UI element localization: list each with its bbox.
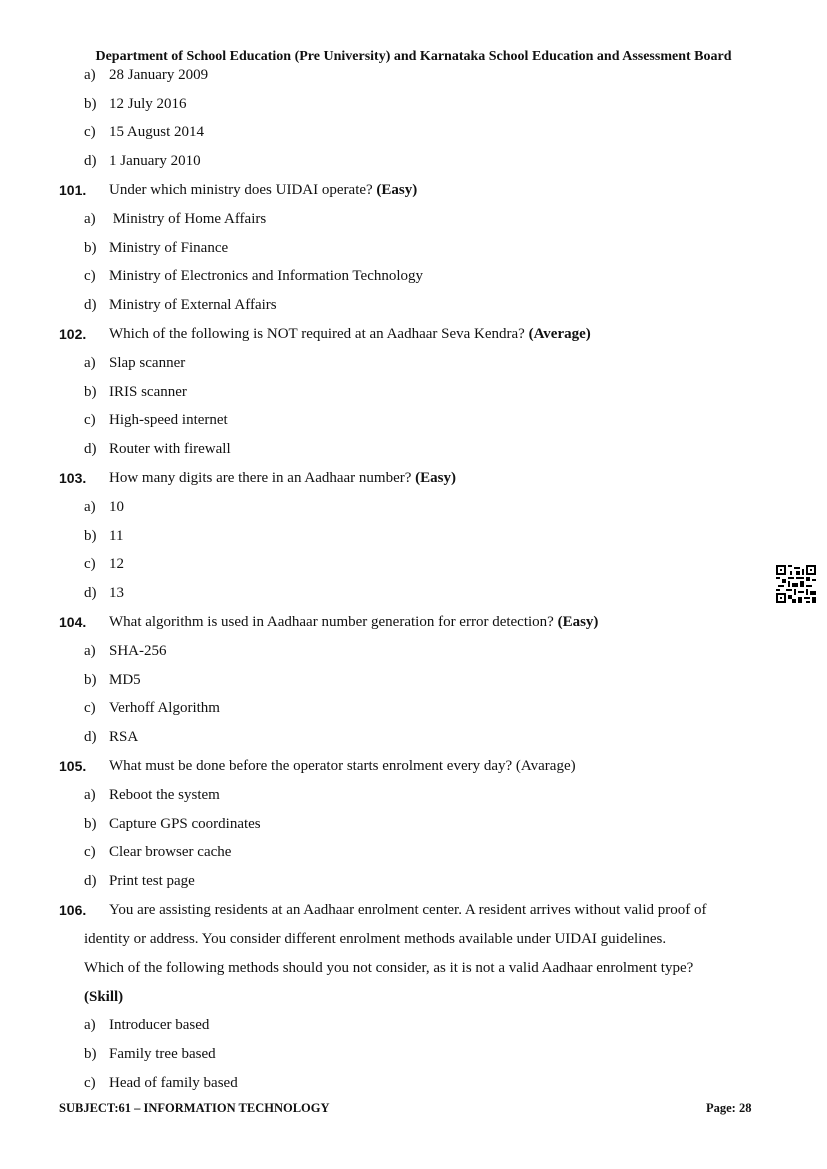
- option-letter: b): [84, 672, 97, 688]
- question-text: Under which ministry does UIDAI operate? (Easy): [109, 182, 418, 198]
- difficulty-level: (Easy): [557, 614, 599, 630]
- option-letter: a): [84, 211, 96, 227]
- option-letter: a): [84, 1017, 96, 1033]
- option-letter: c): [84, 412, 96, 428]
- question-text: What must be done before the operator starts enrolment every day? (Avarage): [109, 758, 576, 774]
- option-text: MD5: [109, 672, 141, 688]
- option-letter: a): [84, 643, 96, 659]
- option-letter: b): [84, 816, 97, 832]
- option-letter: a): [84, 787, 96, 803]
- option-letter: c): [84, 844, 96, 860]
- question-text: How many digits are there in an Aadhaar number? (Easy): [109, 470, 456, 486]
- option-text: 28 January 2009: [109, 67, 209, 83]
- option-letter: d): [84, 873, 97, 889]
- option-text: Head of family based: [109, 1075, 238, 1091]
- question-text: What algorithm is used in Aadhaar number generation for error detection? (Easy): [109, 614, 599, 630]
- option-letter: c): [84, 268, 96, 284]
- question-number: 106.: [59, 902, 87, 918]
- option-text: 1 January 2010: [109, 153, 201, 169]
- option-letter: b): [84, 384, 97, 400]
- option-text: 10: [109, 499, 124, 515]
- option-text: Ministry of Electronics and Information Technology: [109, 268, 424, 284]
- difficulty-level: (Skill): [84, 989, 124, 1005]
- option-text: 12: [109, 556, 124, 572]
- option-letter: b): [84, 240, 97, 256]
- option-letter: a): [84, 499, 96, 515]
- option-text: Verhoff Algorithm: [109, 700, 220, 716]
- option-text: SHA-256: [109, 643, 167, 659]
- question-number: 103.: [59, 470, 87, 486]
- option-letter: d): [84, 297, 97, 313]
- option-letter: d): [84, 729, 97, 745]
- option-letter: b): [84, 96, 97, 112]
- question-number: 102.: [59, 326, 87, 342]
- option-letter: c): [84, 700, 96, 716]
- option-text: Slap scanner: [109, 355, 186, 371]
- difficulty-level: (Easy): [376, 182, 418, 198]
- option-letter: d): [84, 441, 97, 457]
- qr-code-icon: [776, 565, 816, 603]
- option-text: Ministry of Finance: [109, 240, 229, 256]
- question-number: 105.: [59, 758, 87, 774]
- option-letter: d): [84, 153, 97, 169]
- question-text-continued: identity or address. You consider different enrolment methods available under UIDAI guidelines.: [84, 931, 667, 947]
- option-text: Print test page: [109, 873, 195, 889]
- page-header: Department of School Education (Pre University) and Karnataka School Education and Assessment Board: [95, 49, 732, 64]
- option-text: IRIS scanner: [109, 384, 187, 400]
- option-text: 15 August 2014: [109, 124, 205, 140]
- footer-page-number: Page: 28: [706, 1101, 752, 1115]
- option-text: Introducer based: [109, 1017, 210, 1033]
- question-number: 101.: [59, 182, 87, 198]
- option-text: Family tree based: [109, 1046, 216, 1062]
- difficulty-level: (Average): [528, 326, 591, 342]
- question-text-continued: Which of the following methods should you not consider, as it is not a valid Aadhaar enrolment type?: [84, 960, 694, 976]
- question-text: You are assisting residents at an Aadhaar enrolment center. A resident arrives without valid proof of: [109, 902, 707, 918]
- option-text: 12 July 2016: [109, 96, 187, 112]
- option-letter: a): [84, 355, 96, 371]
- option-text: 13: [109, 585, 124, 601]
- question-text: Which of the following is NOT required at an Aadhaar Seva Kendra? (Average): [109, 326, 591, 342]
- option-text: Ministry of Home Affairs: [109, 211, 267, 227]
- difficulty-level: (Easy): [415, 470, 456, 486]
- option-text: High-speed internet: [109, 412, 228, 428]
- option-letter: b): [84, 1046, 97, 1062]
- option-letter: c): [84, 124, 96, 140]
- question-number: 104.: [59, 614, 87, 630]
- option-text: Ministry of External Affairs: [109, 297, 277, 313]
- option-text: Reboot the system: [109, 787, 220, 803]
- option-letter: b): [84, 528, 97, 544]
- option-letter: c): [84, 1075, 96, 1091]
- footer-subject: SUBJECT:61 – INFORMATION TECHNOLOGY: [59, 1101, 330, 1115]
- option-text: RSA: [109, 729, 139, 745]
- option-text: 11: [109, 528, 124, 544]
- option-text: Clear browser cache: [109, 844, 232, 860]
- option-letter: c): [84, 556, 96, 572]
- option-letter: d): [84, 585, 97, 601]
- option-text: Capture GPS coordinates: [109, 816, 261, 832]
- option-text: Router with firewall: [109, 441, 231, 457]
- option-letter: a): [84, 67, 96, 83]
